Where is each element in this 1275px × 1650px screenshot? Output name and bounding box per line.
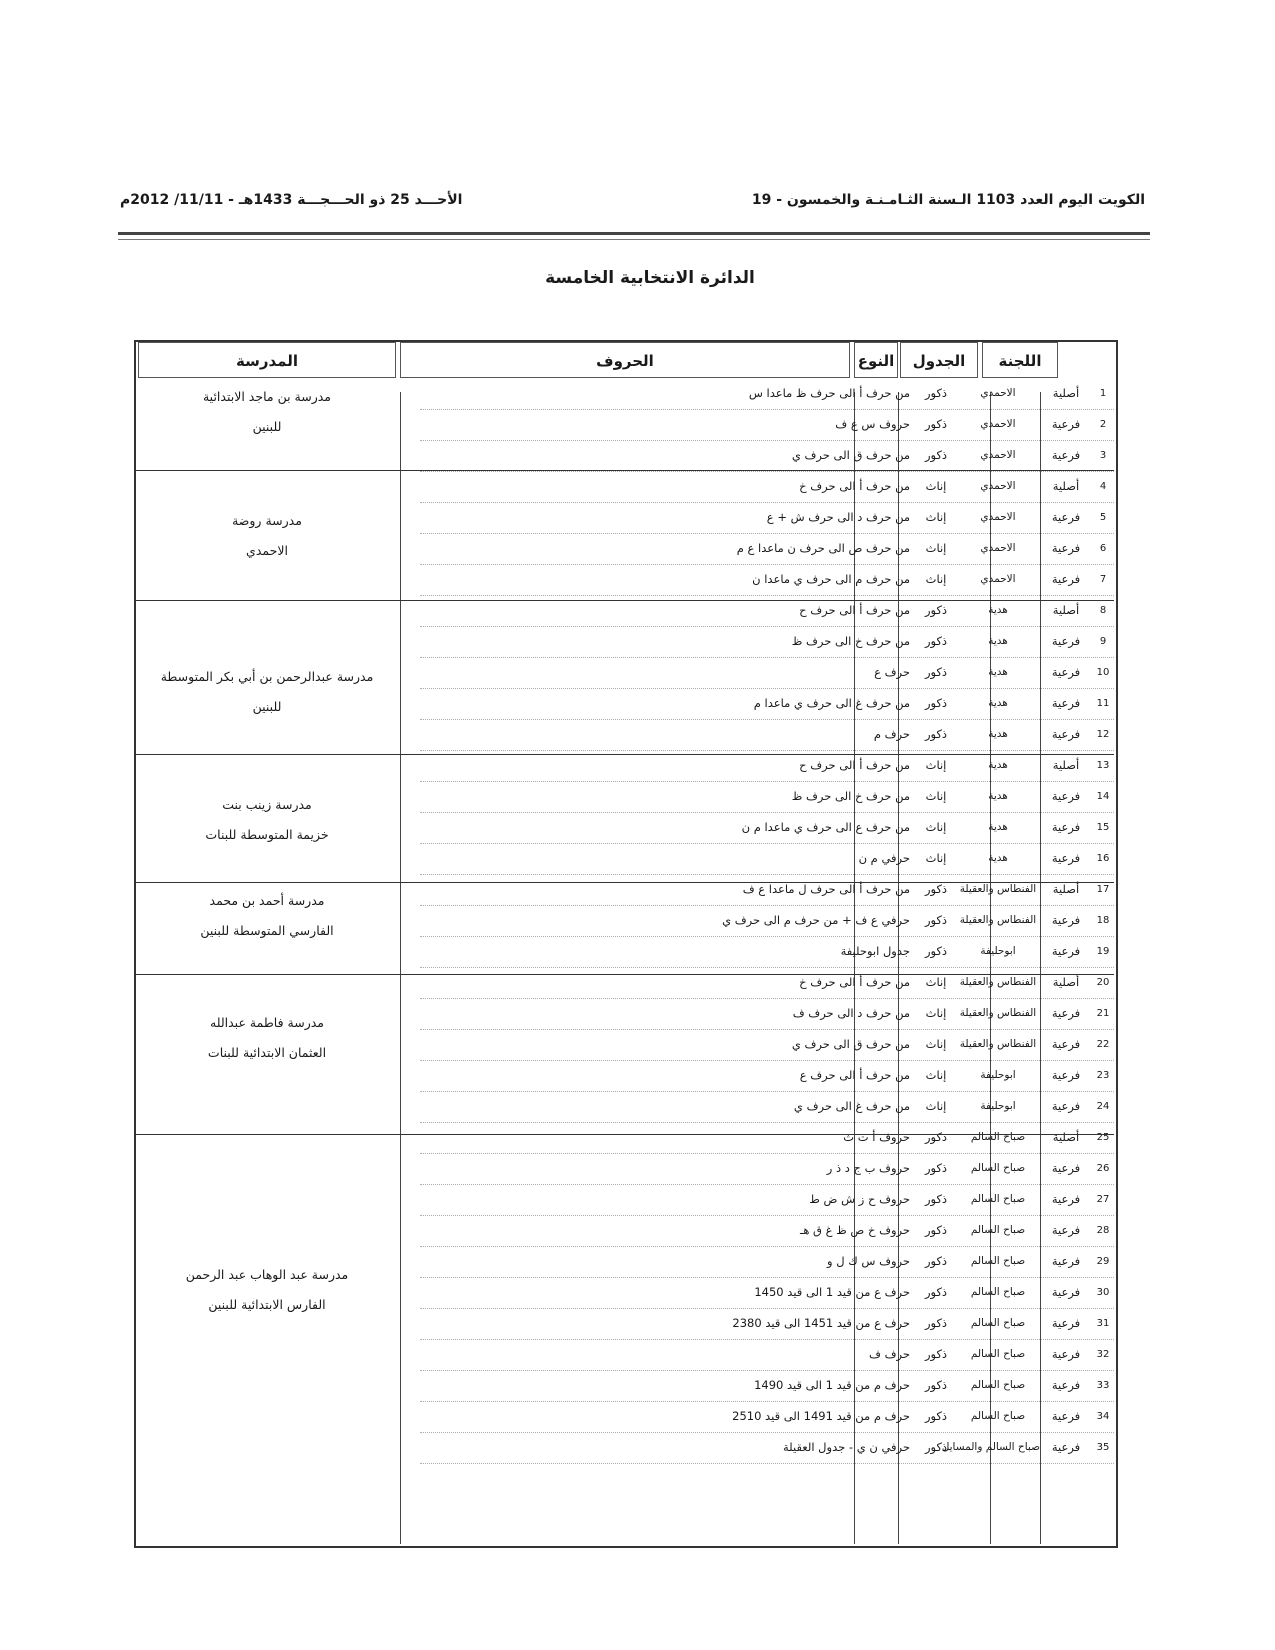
row-letters: حروف أ ت ث [843,1130,910,1144]
row-number: 15 [1096,822,1110,833]
group-separator [136,882,1114,883]
row-committee: فرعية [1051,1068,1081,1082]
row-gender: ذكور [924,1285,948,1299]
row-committee: فرعية [1051,1409,1081,1423]
row-number: 13 [1096,760,1110,771]
row-committee: فرعية [1051,1378,1081,1392]
table-row [420,1308,1114,1340]
row-committee: فرعية [1051,665,1081,679]
table-row [420,1091,1114,1123]
row-gender: إناث [925,820,947,834]
table-row [420,688,1114,720]
row-letters: من حرف خ الى حرف ظ [791,634,910,648]
row-table: الفنطاس والعقيلة [959,914,1037,926]
row-letters: من حرف غ الى حرف ي [793,1099,910,1113]
row-letters: من حرف أ الى حرف ح [799,758,910,772]
row-gender: إناث [925,1006,947,1020]
row-number: 17 [1096,884,1110,895]
row-gender: إناث [925,572,947,586]
row-table: هدية [988,697,1008,709]
row-letters: جدول ابوحليفة [840,944,910,958]
table-row [420,440,1114,472]
row-number: 31 [1096,1318,1110,1329]
table-row [420,1339,1114,1371]
school-cell: مدرسة عبدالرحمن بن أبي بكر المتوسطة للبنين [160,669,374,714]
table-row [420,1184,1114,1216]
row-number: 18 [1096,915,1110,926]
row-table: صباح السالم [970,1162,1026,1174]
row-gender: إناث [925,1068,947,1082]
row-committee: فرعية [1051,820,1081,834]
row-number: 21 [1096,1008,1110,1019]
table-row [420,812,1114,844]
row-number: 20 [1096,977,1110,988]
col-header-letters: الحروف [400,342,850,378]
row-number: 6 [1099,543,1107,554]
col-header-school: المدرسة [138,342,396,378]
row-number: 25 [1096,1132,1110,1143]
row-letters: من حرف أ الى حرف ظ ماعدا س [748,386,910,400]
table-row [420,409,1114,441]
row-gender: إناث [925,479,947,493]
row-letters: حروف خ ص ظ غ ق هـ [799,1223,910,1237]
row-table: صباح السالم [970,1379,1026,1391]
row-gender: ذكور [924,1316,948,1330]
row-table: هدية [988,604,1008,616]
row-letters: من حرف د الى حرف ش + ع [766,510,910,524]
row-table: ابوحليفة [980,1100,1016,1112]
school-cell: مدرسة بن ماجد الابتدائية للبنين [202,389,331,434]
row-table: هدية [988,635,1008,647]
row-gender: ذكور [924,634,948,648]
row-table: صباح السالم [970,1317,1026,1329]
row-committee: فرعية [1051,541,1081,555]
row-table: الاحمدي [980,387,1016,399]
row-gender: ذكور [924,1378,948,1392]
row-number: 19 [1096,946,1110,957]
row-table: الاحمدي [980,480,1016,492]
table-row [420,936,1114,968]
row-number: 24 [1096,1101,1110,1112]
row-number: 12 [1096,729,1110,740]
row-committee: فرعية [1051,1285,1081,1299]
header-rule [118,232,1150,240]
table-row [420,1246,1114,1278]
row-number: 32 [1096,1349,1110,1360]
row-letters: حرف م من قيد 1491 الى قيد 2510 [732,1409,910,1423]
table-row [420,1029,1114,1061]
table-row [420,1060,1114,1092]
row-gender: إناث [925,541,947,555]
row-number: 10 [1096,667,1110,678]
row-letters: من حرف ق الى حرف ي [791,448,910,462]
page-title: الدائرة الانتخابية الخامسة [545,268,755,288]
table-row [420,1432,1114,1464]
row-letters: حروف ح ز ش ض ط [809,1192,910,1206]
row-letters: من حرف أ الى حرف ع [799,1068,910,1082]
table-row [420,781,1114,813]
row-number: 28 [1096,1225,1110,1236]
row-number: 11 [1096,698,1110,709]
row-committee: أصلية [1052,758,1080,772]
row-number: 23 [1096,1070,1110,1081]
row-gender: إناث [925,789,947,803]
row-committee: فرعية [1051,696,1081,710]
row-committee: فرعية [1051,944,1081,958]
row-letters: حرفي ن ي - جدول العقيلة [783,1440,910,1454]
table-row [420,1215,1114,1247]
row-table: صباح السالم [970,1348,1026,1360]
row-table: هدية [988,666,1008,678]
group-separator [136,470,1114,471]
table-row [420,1370,1114,1402]
row-committee: فرعية [1051,1347,1081,1361]
row-gender: ذكور [924,665,948,679]
row-gender: إناث [925,1037,947,1051]
row-gender: ذكور [924,1161,948,1175]
row-gender: ذكور [924,1440,948,1454]
row-letters: حرف م [873,727,910,741]
row-letters: حرفي م ن [858,851,910,865]
school-cell: مدرسة أحمد بن محمد الفارسي المتوسطة للبنين [200,893,334,938]
row-gender: ذكور [924,386,948,400]
row-number: 16 [1096,853,1110,864]
row-committee: أصلية [1052,386,1080,400]
row-gender: ذكور [924,448,948,462]
row-table: هدية [988,759,1008,771]
row-number: 3 [1099,450,1107,461]
row-letters: من حرف أ الى حرف ح [799,603,910,617]
header-date: الأحـــد 25 ذو الحـــجـــة 1433هـ - 11/11/ 2012م [120,192,463,208]
row-committee: فرعية [1051,510,1081,524]
row-table: الفنطاس والعقيلة [959,883,1037,895]
row-committee: أصلية [1052,1130,1080,1144]
row-gender: إناث [925,510,947,524]
row-gender: إناث [925,975,947,989]
row-letters: حرف ع من قيد 1451 الى قيد 2380 [732,1316,910,1330]
row-table: ابوحليفة [980,945,1016,957]
row-gender: ذكور [924,1223,948,1237]
group-separator [136,1134,1114,1135]
row-gender: ذكور [924,913,948,927]
row-number: 2 [1099,419,1107,430]
row-table: هدية [988,790,1008,802]
col-header-committee: اللجنة [982,342,1058,378]
row-committee: فرعية [1051,634,1081,648]
row-number: 22 [1096,1039,1110,1050]
table-row [420,843,1114,875]
row-table: صباح السالم [970,1410,1026,1422]
row-committee: فرعية [1051,1037,1081,1051]
row-committee: فرعية [1051,1254,1081,1268]
row-table: الاحمدي [980,542,1016,554]
table-row [420,998,1114,1030]
row-gender: ذكور [924,1130,948,1144]
row-committee: أصلية [1052,603,1080,617]
row-letters: من حرف ق الى حرف ي [791,1037,910,1051]
row-table: الاحمدي [980,418,1016,430]
row-letters: من حرف ع الى حرف ي ماعدا م ن [741,820,910,834]
row-table: الفنطاس والعقيلة [959,1038,1037,1050]
table-row [420,1122,1114,1154]
row-gender: ذكور [924,603,948,617]
row-letters: حرف ع من قيد 1 الى قيد 1450 [754,1285,910,1299]
row-number: 35 [1096,1442,1110,1453]
row-committee: فرعية [1051,1006,1081,1020]
row-letters: من حرف غ الى حرف ي ماعدا م [753,696,910,710]
row-table: صباح السالم [970,1255,1026,1267]
row-number: 27 [1096,1194,1110,1205]
row-gender: ذكور [924,696,948,710]
row-letters: حروف س ك ل و [827,1254,910,1268]
table-row [420,719,1114,751]
row-committee: فرعية [1051,727,1081,741]
row-committee: فرعية [1051,1440,1081,1454]
row-table: صباح السالم [970,1224,1026,1236]
row-number: 29 [1096,1256,1110,1267]
row-table: صباح السالم [970,1193,1026,1205]
row-table: هدية [988,821,1008,833]
row-letters: من حرف ص الى حرف ن ماعدا ع م [736,541,910,555]
header-publication: الكويت اليوم العدد 1103 الـسنة الثـامـنـة والخمسون - 19 [751,192,1145,208]
row-number: 8 [1099,605,1107,616]
row-table: الفنطاس والعقيلة [959,976,1037,988]
school-cell: مدرسة روضة الاحمدي [232,513,302,558]
row-number: 7 [1099,574,1107,585]
table-row [420,533,1114,565]
row-gender: إناث [925,1099,947,1113]
row-number: 34 [1096,1411,1110,1422]
row-gender: ذكور [924,417,948,431]
row-letters: حرف ع [874,665,910,679]
row-gender: ذكور [924,1409,948,1423]
school-cell: مدرسة عبد الوهاب عبد الرحمن الفارس الابتدائية للبنين [185,1267,349,1312]
row-committee: فرعية [1051,1099,1081,1113]
table-row [420,626,1114,658]
row-gender: ذكور [924,727,948,741]
table-row [420,471,1114,503]
school-cell: مدرسة زينب بنت خزيمة المتوسطة للبنات [205,797,329,842]
col-header-gender: النوع [854,342,898,378]
table-row [420,657,1114,689]
row-gender: ذكور [924,1254,948,1268]
row-number: 1 [1099,388,1107,399]
row-table: صباح السالم [970,1286,1026,1298]
row-committee: فرعية [1051,572,1081,586]
row-letters: حرف م من قيد 1 الى قيد 1490 [754,1378,910,1392]
row-letters: من حرف أ الى حرف خ [799,479,910,493]
row-gender: ذكور [924,1347,948,1361]
table-row [420,378,1114,410]
col-header-table: الجدول [900,342,978,378]
table-row [420,1401,1114,1433]
table-row [420,905,1114,937]
row-letters: حرفي ع ف + من حرف م الى حرف ي [722,913,910,927]
row-committee: فرعية [1051,1192,1081,1206]
row-table: الاحمدي [980,511,1016,523]
row-committee: فرعية [1051,1161,1081,1175]
row-letters: من حرف أ الى حرف ل ماعدا ع ف [742,882,910,896]
row-number: 30 [1096,1287,1110,1298]
row-number: 5 [1099,512,1107,523]
row-gender: ذكور [924,1192,948,1206]
row-committee: أصلية [1052,479,1080,493]
row-committee: فرعية [1051,1223,1081,1237]
row-committee: فرعية [1051,448,1081,462]
row-gender: إناث [925,758,947,772]
row-table: ابوحليفة [980,1069,1016,1081]
row-committee: فرعية [1051,851,1081,865]
row-committee: فرعية [1051,913,1081,927]
row-committee: فرعية [1051,789,1081,803]
row-table: الفنطاس والعقيلة [959,1007,1037,1019]
table-row [420,502,1114,534]
row-letters: حروف س ع ف [835,417,910,431]
row-number: 26 [1096,1163,1110,1174]
row-letters: حرف ف [869,1347,910,1361]
row-committee: فرعية [1051,1316,1081,1330]
table-row [420,1277,1114,1309]
row-number: 14 [1096,791,1110,802]
row-table: الاحمدي [980,573,1016,585]
table-row [420,874,1114,906]
row-letters: من حرف أ الى حرف خ [799,975,910,989]
row-committee: أصلية [1052,882,1080,896]
row-number: 33 [1096,1380,1110,1391]
group-separator [136,974,1114,975]
row-table: صباح السالم [970,1131,1026,1143]
row-number: 9 [1099,636,1107,647]
table-row [420,564,1114,596]
row-gender: ذكور [924,882,948,896]
row-table: الاحمدي [980,449,1016,461]
row-committee: أصلية [1052,975,1080,989]
school-cell: مدرسة فاطمة عبدالله العثمان الابتدائية للبنات [207,1015,327,1060]
group-separator [136,754,1114,755]
col-line [400,392,401,1544]
row-letters: من حرف خ الى حرف ظ [791,789,910,803]
table-row [420,967,1114,999]
row-letters: من حرف د الى حرف ف [792,1006,910,1020]
group-separator [136,600,1114,601]
row-table: صباح السالم والمسايل [941,1441,1040,1453]
row-letters: حروف ب ج د ذ ر [826,1161,910,1175]
row-letters: من حرف م الى حرف ي ماعدا ن [752,572,910,586]
row-committee: فرعية [1051,417,1081,431]
table-row [420,1153,1114,1185]
row-table: هدية [988,728,1008,740]
row-table: هدية [988,852,1008,864]
row-number: 4 [1099,481,1107,492]
row-gender: ذكور [924,944,948,958]
row-gender: إناث [925,851,947,865]
